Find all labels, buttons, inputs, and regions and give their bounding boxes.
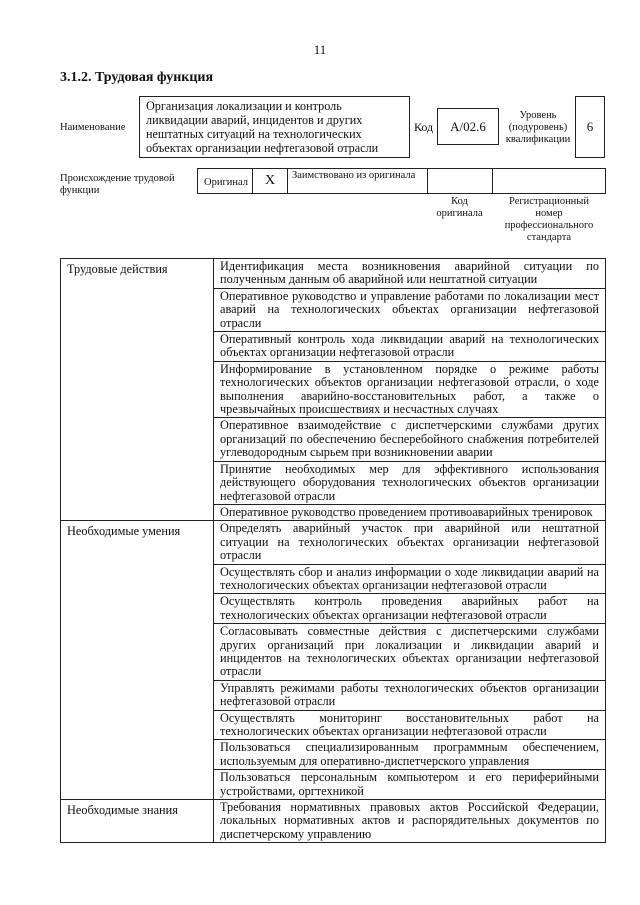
items-cell (214, 521, 606, 800)
level-value: 6 (575, 96, 605, 158)
reg-number-caption: Регистрационный номер профессионального стандарта (504, 196, 594, 243)
list-item: Осуществлять мониторинг восстановительных работ на технологических объектах организации нефтегазовой отрасли (214, 711, 605, 741)
list-item: Пользоваться специализированным программным обеспечением, используемым для оперативно-диспетчерского управления (214, 740, 605, 770)
origin-row (197, 168, 606, 194)
code-value: A/02.6 (437, 108, 499, 145)
name-value: Организация локализации и контроль ликвидации аварий, инцидентов и других нештатных ситуаций на технологических объектах организации нефтегазовой отрасли (139, 96, 410, 158)
list-item: Информирование в установленном порядке о режиме работы технологических объектов организации нефтегазовой отрасли, о ходе выполнения аварийно-восстановительных работ, а также о чрезвычайных происшествиях и несчастных случаях (214, 362, 605, 419)
borrowed-label: Заимствовано из оригинала (292, 170, 416, 181)
table-row (61, 800, 606, 843)
list-item: Оперативное руководство проведением противоаварийных тренировок (220, 504, 593, 519)
items-cell (214, 800, 606, 843)
code-label: Код (414, 120, 434, 134)
section-title: 3.1.2. Трудовая функция (60, 70, 214, 85)
list-item: Пользоваться персональным компьютером и его периферийными устройствами, оргтехникой (220, 770, 599, 798)
list-item: Управлять режимами работы технологических объектов организации нефтегазовой отрасли (214, 681, 605, 711)
page-number: 11 (313, 42, 327, 57)
borrowed-cell (288, 169, 428, 193)
table-row (61, 259, 606, 521)
original-label-cell (198, 169, 253, 193)
code-original-caption: Код оригинала (436, 196, 483, 219)
original-mark-cell (253, 169, 288, 193)
list-item: Идентификация места возникновения аварийной ситуации по полученным данным об аварийной или нештатной ситуации (214, 259, 605, 289)
code-original-cell (428, 169, 493, 193)
function-table (60, 258, 606, 843)
list-item: Определять аварийный участок при аварийной или нештатной ситуации на технологических объектах организации нефтегазовой отрасли (214, 521, 605, 564)
level-label: Уровень (подуровень) квалификации (505, 110, 571, 145)
list-item: Осуществлять контроль проведения аварийных работ на технологических объектах организации нефтегазовой отрасли (214, 594, 605, 624)
list-item: Оперативный контроль хода ликвидации аварий на технологических объектах организации нефтегазовой отрасли (214, 332, 605, 362)
category-cell: Необходимые знания (61, 800, 214, 843)
list-item: Оперативное руководство и управление работами по локализации мест аварий на технологических объектах организации нефтегазовой отрасли (214, 289, 605, 332)
reg-number-cell (493, 169, 605, 193)
name-label: Наименование (60, 122, 126, 133)
category-cell: Необходимые умения (61, 521, 214, 800)
origin-label: Происхождение трудовой функции (60, 173, 175, 196)
category-cell: Трудовые действия (61, 259, 214, 521)
list-item: Оперативное взаимодействие с диспетчерскими службами других организаций по обеспечению бесперебойного снабжения потребителей углеводородным сырьем при возникновении аварии (214, 418, 605, 461)
table-row (61, 521, 606, 800)
list-item: Принятие необходимых мер для эффективного использования действующего оборудования технологических объектов организации нефтегазовой отрасли (214, 462, 605, 505)
list-item: Согласовывать совместные действия с диспетчерскими службами других организаций при локализации и ликвидации аварий и инцидентов на технологических объектах организации нефтегазовой отрасли (214, 624, 605, 681)
list-item: Осуществлять сбор и анализ информации о ходе ликвидации аварий на технологических объектах организации нефтегазовой отрасли (214, 565, 605, 595)
list-item: Требования нормативных правовых актов Российской Федерации, локальных нормативных актов и распорядительных документов по диспетчерскому управлению (220, 800, 599, 841)
original-mark: X (264, 173, 276, 188)
items-cell (214, 259, 606, 521)
original-label: Оригинал (204, 177, 248, 188)
